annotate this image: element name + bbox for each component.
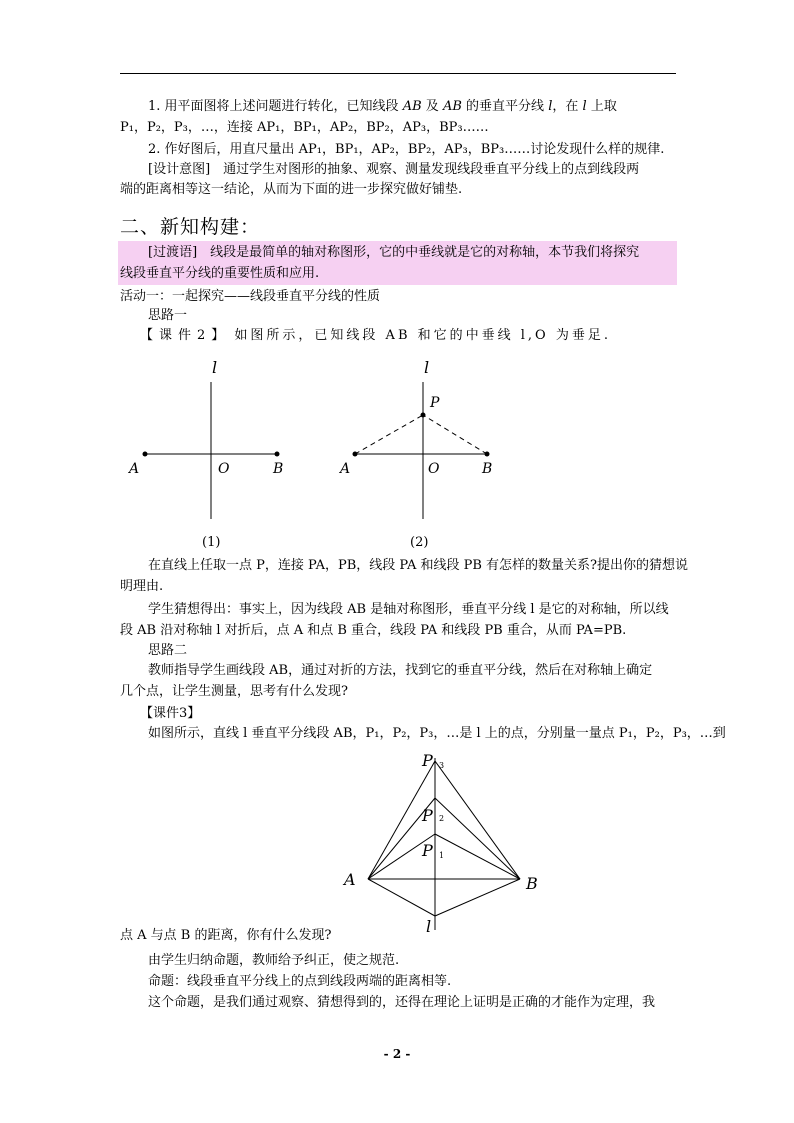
figure-3	[330, 748, 560, 938]
fig1-label-l: l	[212, 358, 218, 377]
fig2-segment-pa	[355, 415, 423, 454]
fig2-caption: (2)	[410, 535, 429, 550]
fig3-label-a: A	[344, 870, 356, 889]
fig3-segment-bp3	[435, 761, 520, 879]
fig2-point-b	[485, 452, 490, 457]
guess-line2: 段 AB 沿对称轴 l 对折后，点 A 和点 B 重合，线段 PA 和线段 PB 重合，从而 PA=PB.	[120, 623, 627, 638]
activity1-title: 活动一：一起探究——线段垂直平分线的性质	[120, 289, 381, 304]
segment-ab: AB	[402, 99, 422, 114]
section-title: 二、新知构建：	[120, 216, 261, 238]
para1-text-c: 的垂直平分线	[466, 99, 545, 114]
fig3-label-p3-sub: 3	[439, 761, 445, 770]
distance-question: 点 A 与点 B 的距离，你有什么发现?	[120, 928, 332, 943]
para1-line1	[120, 97, 676, 117]
fig2-label-a: A	[340, 461, 351, 477]
figure-text: 如图所示，直线 l 垂直平分线段 AB，P₁，P₂，P₃，…是 l 上的点，分别量一量点 P₁，P₂，P₃，…到	[148, 726, 726, 741]
page-number: - 2 -	[383, 1047, 411, 1061]
fig3-label-p2-sub: 2	[439, 814, 445, 823]
para2: 2. 作好图后，用直尺量出 AP₁，BP₁，AP₂，BP₂，AP₃，BP₃……讨论发现什么样的规律.	[148, 142, 665, 157]
courseware2-text: 如图所示，已知线段 AB 和它的中垂线 l,O 为垂足.	[234, 328, 611, 343]
last-line: 这个命题，是我们通过观察、猜想得到的，还得在理论上证明是正确的才能作为定理，我	[148, 995, 656, 1010]
fig3-label-p3: P	[422, 751, 433, 770]
fig3-segment-a-bottom	[368, 879, 435, 916]
figure-1	[120, 355, 300, 555]
line-l: l	[548, 99, 553, 114]
fig3-segment-bp1	[435, 834, 520, 879]
fig3-label-l: l	[426, 917, 432, 936]
segment-ab-2: AB	[442, 99, 462, 114]
courseware2-tag: 【课件2】	[140, 328, 231, 343]
teacher-line2: 几个点，让学生测量，思考有什么发现?	[120, 684, 348, 699]
courseware3-tag: 【课件3】	[140, 706, 201, 721]
fig2-point-a	[353, 452, 358, 457]
fig1-caption: (1)	[202, 535, 221, 550]
idea1-label: 思路一	[148, 308, 188, 323]
summary-1: 由学生归纳命题，教师给予纠正，使之规范.	[148, 953, 400, 968]
fig2-label-p: P	[430, 395, 440, 411]
fig2-label-o: O	[428, 461, 440, 477]
transition-line1: [过渡语] 线段是最简单的轴对称图形，它的中垂线就是它的对称轴，本节我们将探究	[148, 245, 640, 260]
fig1-label-b: B	[273, 461, 284, 477]
fig3-label-p1-sub: 1	[439, 851, 445, 860]
fig3-label-p1: P	[422, 841, 433, 860]
idea2-label: 思路二	[148, 643, 188, 658]
para1-text-b: 及	[425, 99, 439, 114]
fig2-segment-pb	[423, 415, 487, 454]
transition-line2: 线段垂直平分线的重要性质和应用.	[120, 266, 320, 281]
proposition: 命题：线段垂直平分线上的点到线段两端的距离相等.	[148, 974, 452, 989]
question-line1: 在直线上任取一点 P，连接 PA，PB，线段 PA 和线段 PB 有怎样的数量关系?提出你的猜想说	[148, 558, 688, 573]
fig3-segment-b-bottom	[435, 879, 520, 916]
guess-line1: 学生猜想得出：事实上，因为线段 AB 是轴对称图形，垂直平分线 l 是它的对称轴，所以线	[148, 602, 669, 617]
fig1-label-o: O	[218, 461, 230, 477]
design-intent-line2: 端的距离相等这一结论，从而为下面的进一步探究做好铺垫.	[120, 182, 463, 197]
question-line2: 明理由.	[120, 579, 164, 594]
fig1-point-a	[143, 452, 148, 457]
para1-text-e: 上取	[590, 99, 617, 114]
fig2-point-p	[421, 413, 426, 418]
fig2-label-l: l	[424, 358, 430, 377]
fig1-point-b	[275, 452, 280, 457]
fig1-label-a: A	[129, 461, 140, 477]
fig2-label-b: B	[482, 461, 493, 477]
figure-2	[330, 355, 510, 555]
para1-line2: P₁，P₂，P₃，…，连接 AP₁，BP₁，AP₂，BP₂，AP₃，BP₃……	[120, 120, 489, 135]
design-intent-line1: [设计意图] 通过学生对图形的抽象、观察、测量发现线段垂直平分线上的点到线段两	[148, 162, 640, 177]
courseware2-line	[120, 326, 676, 346]
teacher-line1: 教师指导学生画线段 AB，通过对折的方法，找到它的垂直平分线，然后在对称轴上确定	[148, 663, 653, 678]
fig3-segment-bp2	[435, 798, 520, 879]
line-l-2: l	[582, 99, 587, 114]
header-rule	[120, 73, 676, 74]
para1-text-a: 1. 用平面图将上述问题进行转化，已知线段	[148, 99, 399, 114]
fig3-label-b: B	[526, 874, 538, 893]
fig3-label-p2: P	[422, 806, 433, 825]
para1-text-d: ，在	[552, 99, 579, 114]
